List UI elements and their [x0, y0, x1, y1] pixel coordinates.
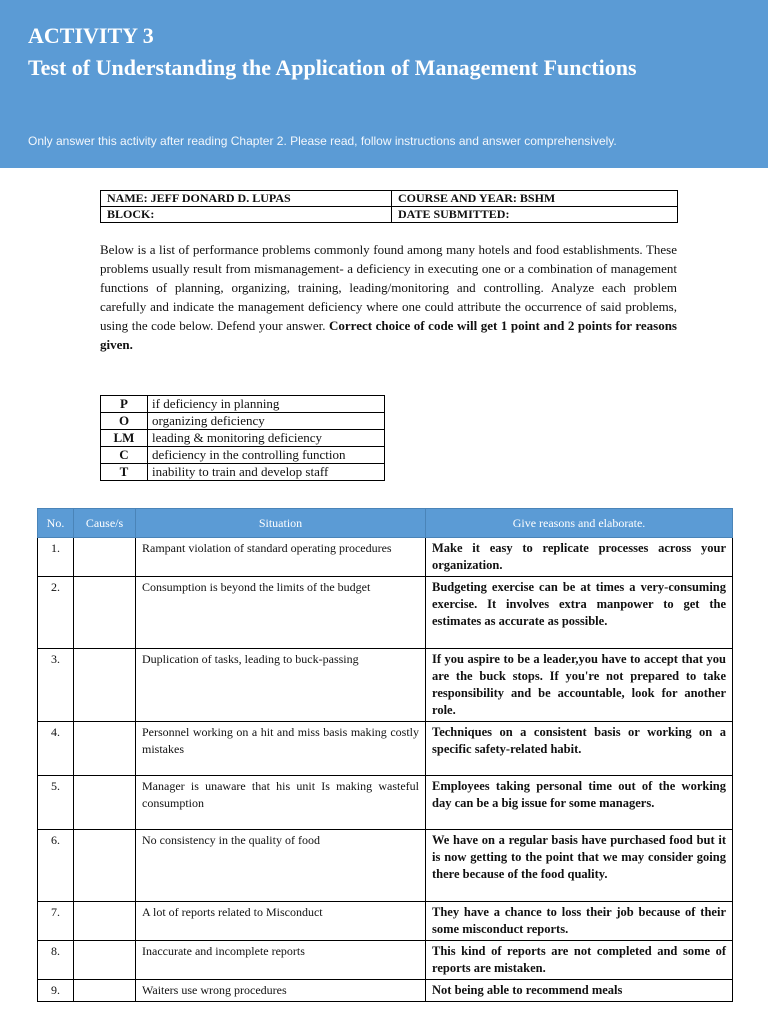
table-row [38, 776, 733, 830]
code: LM [101, 430, 148, 447]
code-legend-table [100, 395, 385, 481]
row-number: 8. [38, 941, 74, 980]
header-cause: Cause/s [74, 509, 136, 538]
activity-title [28, 20, 748, 84]
situation-cell: Manager is unaware that his unit Is making wasteful consumption [136, 776, 426, 830]
header-situation: Situation [136, 509, 426, 538]
code-row [101, 413, 385, 430]
situation-cell: No consistency in the quality of food [136, 830, 426, 902]
cause-cell[interactable] [74, 776, 136, 830]
cause-cell[interactable] [74, 722, 136, 776]
row-number: 5. [38, 776, 74, 830]
activity-number: ACTIVITY 3 [28, 23, 154, 48]
header-reasons: Give reasons and elaborate. [426, 509, 733, 538]
table-header-row [38, 509, 733, 538]
situation-cell: Consumption is beyond the limits of the budget [136, 577, 426, 649]
row-number: 7. [38, 902, 74, 941]
table-row [38, 538, 733, 577]
cause-cell[interactable] [74, 830, 136, 902]
code-description: inability to train and develop staff [148, 464, 385, 481]
student-info-table [100, 190, 678, 223]
reason-cell[interactable]: We have on a regular basis have purchased food but it is now getting to the point that we may consider going there because of the food quality. [426, 830, 733, 902]
table-row [38, 902, 733, 941]
code: T [101, 464, 148, 481]
cause-cell[interactable] [74, 980, 136, 1002]
code-row [101, 430, 385, 447]
reason-cell[interactable]: Employees taking personal time out of the working day can be a big issue for some managers. [426, 776, 733, 830]
reason-cell[interactable]: This kind of reports are not completed and some of reports are mistaken. [426, 941, 733, 980]
situation-cell: Waiters use wrong procedures [136, 980, 426, 1002]
table-row [38, 577, 733, 649]
row-number: 1. [38, 538, 74, 577]
row-number: 4. [38, 722, 74, 776]
instructions-text: Below is a list of performance problems commonly found among many hotels and food establishments. These problems usually result from mismanagement- a deficiency in executing one or a combination of management functions of planning, organizing, training, leading/monitoring and controlling. Analyze each problem carefully and indicate the management deficiency where one could attribute the occurrence of said problems, using the code below. Defend your answer. [100, 242, 677, 333]
row-number: 3. [38, 649, 74, 722]
code-description: leading & monitoring deficiency [148, 430, 385, 447]
table-row [38, 980, 733, 1002]
cause-cell[interactable] [74, 649, 136, 722]
date-submitted-field: DATE SUBMITTED: [392, 207, 678, 223]
problems-table [37, 508, 733, 1002]
table-row [38, 722, 733, 776]
code-description: if deficiency in planning [148, 396, 385, 413]
scoring-note: Correct choice of code will get 1 point and 2 points for reasons given. [100, 318, 677, 352]
code-description: deficiency in the controlling function [148, 447, 385, 464]
cause-cell[interactable] [74, 902, 136, 941]
table-row [38, 830, 733, 902]
block-field: BLOCK: [101, 207, 392, 223]
activity-instruction: Only answer this activity after reading Chapter 2. Please read, follow instructions and answer comprehensively. [28, 134, 617, 148]
situation-cell: Duplication of tasks, leading to buck-passing [136, 649, 426, 722]
situation-cell: Rampant violation of standard operating procedures [136, 538, 426, 577]
code: P [101, 396, 148, 413]
table-row [38, 649, 733, 722]
course-year: COURSE AND YEAR: BSHM [392, 191, 678, 207]
activity-heading: Test of Understanding the Application of Management Functions [28, 55, 637, 80]
table-row [38, 941, 733, 980]
cause-cell[interactable] [74, 941, 136, 980]
reason-cell[interactable]: Budgeting exercise can be at times a very-consuming exercise. It involves extra manpower to get the estimates as accurate as possible. [426, 577, 733, 649]
header-no: No. [38, 509, 74, 538]
code: O [101, 413, 148, 430]
reason-cell[interactable]: Make it easy to replicate processes across your organization. [426, 538, 733, 577]
reason-cell[interactable]: They have a chance to loss their job because of their some misconduct reports. [426, 902, 733, 941]
cause-cell[interactable] [74, 577, 136, 649]
reason-cell[interactable]: If you aspire to be a leader,you have to accept that you are the buck stops. If you're not prepared to take responsibility and be accountable, look for another role. [426, 649, 733, 722]
student-name: NAME: JEFF DONARD D. LUPAS [101, 191, 392, 207]
code-row [101, 464, 385, 481]
activity-header [0, 0, 768, 168]
row-number: 9. [38, 980, 74, 1002]
situation-cell: Inaccurate and incomplete reports [136, 941, 426, 980]
situation-cell: Personnel working on a hit and miss basis making costly mistakes [136, 722, 426, 776]
cause-cell[interactable] [74, 538, 136, 577]
row-number: 2. [38, 577, 74, 649]
reason-cell[interactable]: Not being able to recommend meals [426, 980, 733, 1002]
reason-cell[interactable]: Techniques on a consistent basis or working on a specific safety-related habit. [426, 722, 733, 776]
code-row [101, 396, 385, 413]
code-row [101, 447, 385, 464]
situation-cell: A lot of reports related to Misconduct [136, 902, 426, 941]
code-description: organizing deficiency [148, 413, 385, 430]
instructions-paragraph [100, 240, 677, 354]
code: C [101, 447, 148, 464]
row-number: 6. [38, 830, 74, 902]
